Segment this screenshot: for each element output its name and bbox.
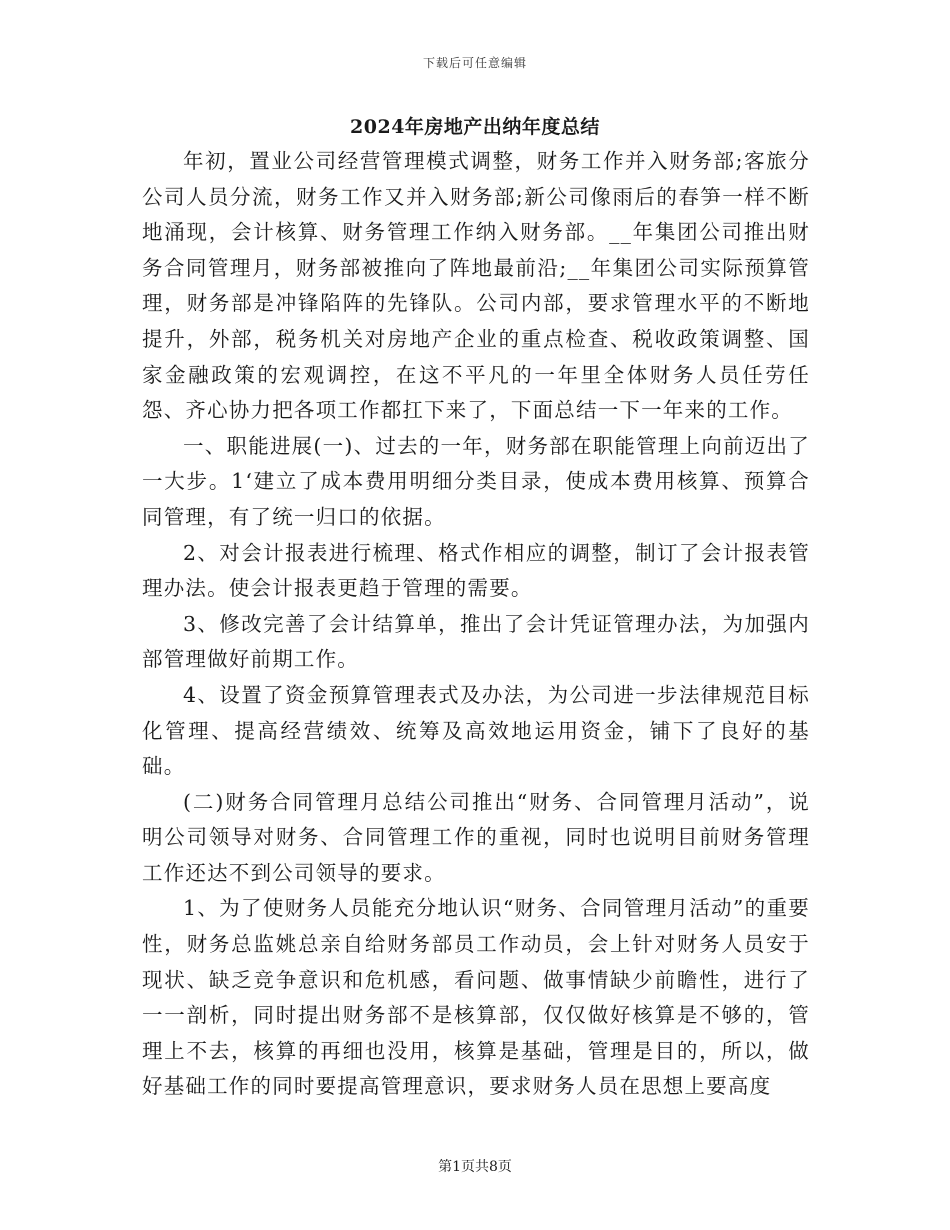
page-footer: 第1页共8页 — [438, 1159, 512, 1175]
paragraph-contract-month: (二)财务合同管理月总结公司推出“财务、合同管理月活动”，说明公司领导对财务、合同管理工作的重视，同时也说明目前财务管理工作还达不到公司领导的要求。 — [142, 789, 810, 885]
paragraph-item-3: 3、修改完善了会计结算单，推出了会计凭证管理办法，为加强内部管理做好前期工作。 — [142, 611, 810, 672]
paragraph-contract-item-1: 1、为了使财务人员能充分地认识“财务、合同管理月活动”的重要性，财务总监姚总亲自给财务部员工作动员，会上针对财务人员安于现状、缺乏竞争意识和危机感，看问题、做事情缺少前瞻性，进行了一一剖析，同时提出财务部不是核算部，仅仅做好核算是不够的，管理上不去，核算的再细也没用，核算是基础，管理是目的，所以，做好基础工作的同时要提高管理意识，要求财务人员在思想上要高度 — [142, 896, 810, 1099]
document-title: 2024年房地产出纳年度总结 — [350, 116, 600, 138]
header-note: 下载后可任意编辑 — [422, 56, 527, 70]
paragraph-functions: 一、职能进展(一)、过去的一年，财务部在职能管理上向前迈出了一大步。1‘建立了成本费用明细分类目录，使成本费用核算、预算合同管理，有了统一归口的依据。 — [142, 433, 810, 529]
paragraph-item-4: 4、设置了资金预算管理表式及办法，为公司进一步法律规范目标化管理、提高经营绩效、统筹及高效地运用资金，铺下了良好的基础。 — [142, 682, 810, 779]
paragraph-item-2: 2、对会计报表进行梳理、格式作相应的调整，制订了会计报表管理办法。使会计报表更趋于管理的需要。 — [142, 540, 810, 601]
paragraph-intro: 年初，置业公司经营管理模式调整，财务工作并入财务部;客旅分公司人员分流，财务工作又并入财务部;新公司像雨后的春笋一样不断地涌现，会计核算、财务管理工作纳入财务部。__年集团公司推出财务合同管理月，财务部被推向了阵地最前沿;__年集团公司实际预算管理，财务部是冲锋陷阵的先锋队。公司内部，要求管理水平的不断地提升，外部，税务机关对房地产企业的重点检查、税收政策调整、国家金融政策的宏观调控，在这不平凡的一年里全体财务人员任劳任怨、齐心协力把各项工作都扛下来了，下面总结一下一年来的工作。 — [142, 149, 810, 423]
document-body — [142, 144, 810, 1105]
